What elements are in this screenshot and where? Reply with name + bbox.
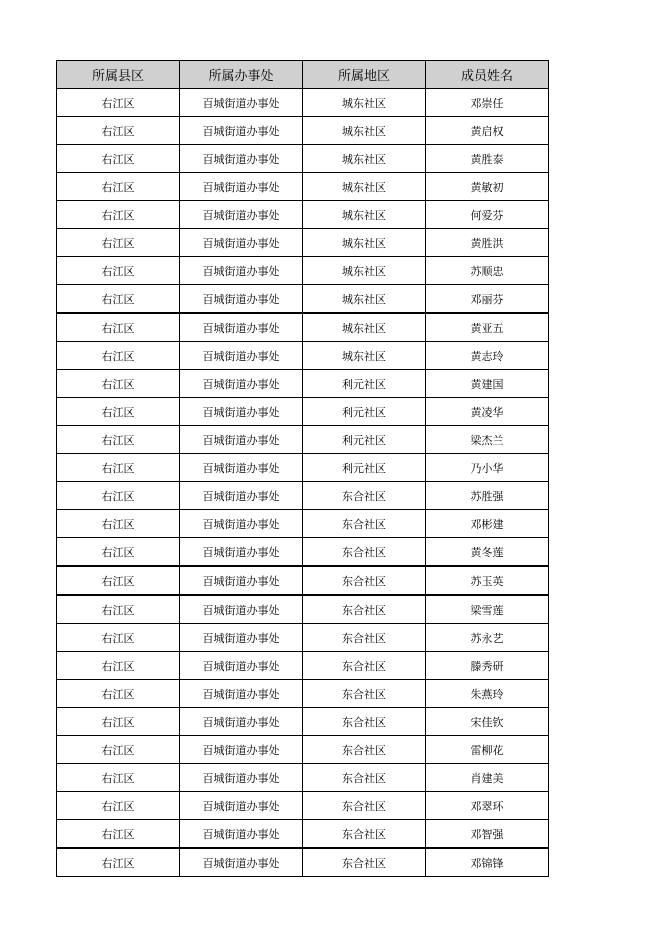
cell-area: 东合社区 (303, 708, 426, 736)
table-row (57, 482, 549, 510)
cell-area: 东合社区 (303, 680, 426, 708)
cell-office: 百城街道办事处 (180, 820, 303, 849)
cell-county: 右江区 (57, 764, 180, 792)
cell-area: 城东社区 (303, 342, 426, 370)
cell-office: 百城街道办事处 (180, 708, 303, 736)
cell-office: 百城街道办事处 (180, 398, 303, 426)
cell-member-name: 朱燕玲 (426, 680, 549, 708)
cell-office: 百城街道办事处 (180, 145, 303, 173)
cell-member-name: 乃小华 (426, 454, 549, 482)
cell-county: 右江区 (57, 624, 180, 652)
cell-office: 百城街道办事处 (180, 566, 303, 595)
cell-county: 右江区 (57, 370, 180, 398)
cell-area: 东合社区 (303, 652, 426, 680)
cell-office: 百城街道办事处 (180, 792, 303, 820)
table-row (57, 145, 549, 173)
cell-area: 东合社区 (303, 792, 426, 820)
cell-county: 右江区 (57, 820, 180, 849)
cell-office: 百城街道办事处 (180, 117, 303, 145)
cell-member-name: 黄胜洪 (426, 229, 549, 257)
cell-county: 右江区 (57, 566, 180, 595)
cell-member-name: 苏永艺 (426, 624, 549, 652)
cell-office: 百城街道办事处 (180, 89, 303, 117)
cell-member-name: 邓彬建 (426, 510, 549, 538)
cell-county: 右江区 (57, 736, 180, 764)
header-county: 所属县区 (57, 61, 180, 89)
cell-member-name: 梁杰兰 (426, 426, 549, 454)
cell-county: 右江区 (57, 398, 180, 426)
table-row (57, 820, 549, 849)
cell-area: 东合社区 (303, 538, 426, 567)
cell-county: 右江区 (57, 201, 180, 229)
cell-area: 东合社区 (303, 510, 426, 538)
cell-member-name: 邓崇任 (426, 89, 549, 117)
cell-office: 百城街道办事处 (180, 652, 303, 680)
cell-county: 右江区 (57, 342, 180, 370)
cell-member-name: 滕秀研 (426, 652, 549, 680)
cell-county: 右江区 (57, 680, 180, 708)
cell-county: 右江区 (57, 454, 180, 482)
cell-county: 右江区 (57, 538, 180, 567)
table-row (57, 792, 549, 820)
cell-county: 右江区 (57, 426, 180, 454)
cell-area: 城东社区 (303, 285, 426, 314)
cell-county: 右江区 (57, 285, 180, 314)
cell-area: 东合社区 (303, 595, 426, 624)
cell-member-name: 何爱芬 (426, 201, 549, 229)
table-row (57, 313, 549, 342)
cell-area: 利元社区 (303, 370, 426, 398)
cell-office: 百城街道办事处 (180, 624, 303, 652)
cell-county: 右江区 (57, 229, 180, 257)
cell-county: 右江区 (57, 117, 180, 145)
cell-county: 右江区 (57, 652, 180, 680)
cell-member-name: 苏玉英 (426, 566, 549, 595)
header-office: 所属办事处 (180, 61, 303, 89)
table-row (57, 426, 549, 454)
cell-office: 百城街道办事处 (180, 229, 303, 257)
table-row (57, 117, 549, 145)
cell-office: 百城街道办事处 (180, 342, 303, 370)
table-row (57, 398, 549, 426)
table-row (57, 680, 549, 708)
table-row (57, 764, 549, 792)
cell-area: 城东社区 (303, 173, 426, 201)
cell-member-name: 黄敏初 (426, 173, 549, 201)
cell-member-name: 黄凌华 (426, 398, 549, 426)
cell-area: 利元社区 (303, 398, 426, 426)
table-row (57, 342, 549, 370)
cell-member-name: 梁雪莲 (426, 595, 549, 624)
cell-county: 右江区 (57, 145, 180, 173)
cell-office: 百城街道办事处 (180, 201, 303, 229)
table-row (57, 370, 549, 398)
cell-area: 城东社区 (303, 201, 426, 229)
cell-area: 城东社区 (303, 89, 426, 117)
table-body (57, 89, 549, 877)
cell-county: 右江区 (57, 257, 180, 285)
spreadsheet-table (56, 60, 549, 877)
cell-county: 右江区 (57, 708, 180, 736)
cell-member-name: 黄亚五 (426, 313, 549, 342)
table-row (57, 257, 549, 285)
table-row (57, 229, 549, 257)
cell-area: 东合社区 (303, 482, 426, 510)
cell-county: 右江区 (57, 595, 180, 624)
cell-office: 百城街道办事处 (180, 510, 303, 538)
cell-office: 百城街道办事处 (180, 257, 303, 285)
cell-member-name: 苏顺忠 (426, 257, 549, 285)
cell-area: 利元社区 (303, 454, 426, 482)
cell-member-name: 宋佳钦 (426, 708, 549, 736)
cell-county: 右江区 (57, 89, 180, 117)
cell-office: 百城街道办事处 (180, 454, 303, 482)
cell-office: 百城街道办事处 (180, 848, 303, 877)
cell-office: 百城街道办事处 (180, 538, 303, 567)
cell-area: 东合社区 (303, 820, 426, 849)
table-row (57, 173, 549, 201)
table-row (57, 538, 549, 567)
cell-area: 城东社区 (303, 117, 426, 145)
cell-member-name: 苏胜强 (426, 482, 549, 510)
cell-area: 东合社区 (303, 566, 426, 595)
cell-county: 右江区 (57, 510, 180, 538)
table-row (57, 736, 549, 764)
cell-area: 东合社区 (303, 848, 426, 877)
cell-county: 右江区 (57, 173, 180, 201)
cell-area: 利元社区 (303, 426, 426, 454)
cell-office: 百城街道办事处 (180, 173, 303, 201)
header-member-name: 成员姓名 (426, 61, 549, 89)
table-row (57, 848, 549, 877)
table-row (57, 454, 549, 482)
cell-member-name: 肖建美 (426, 764, 549, 792)
table-row (57, 708, 549, 736)
cell-member-name: 黄胜泰 (426, 145, 549, 173)
cell-area: 城东社区 (303, 313, 426, 342)
cell-member-name: 黄启权 (426, 117, 549, 145)
cell-member-name: 邓翠环 (426, 792, 549, 820)
cell-office: 百城街道办事处 (180, 285, 303, 314)
cell-member-name: 雷柳花 (426, 736, 549, 764)
cell-member-name: 黄志玲 (426, 342, 549, 370)
table-row (57, 510, 549, 538)
cell-area: 东合社区 (303, 764, 426, 792)
cell-member-name: 邓丽芬 (426, 285, 549, 314)
cell-county: 右江区 (57, 313, 180, 342)
table-row (57, 624, 549, 652)
cell-office: 百城街道办事处 (180, 680, 303, 708)
cell-area: 城东社区 (303, 229, 426, 257)
cell-county: 右江区 (57, 792, 180, 820)
cell-member-name: 邓智强 (426, 820, 549, 849)
cell-office: 百城街道办事处 (180, 764, 303, 792)
cell-office: 百城街道办事处 (180, 595, 303, 624)
cell-member-name: 黄建国 (426, 370, 549, 398)
table-row (57, 285, 549, 314)
table-row (57, 201, 549, 229)
cell-office: 百城街道办事处 (180, 426, 303, 454)
cell-county: 右江区 (57, 848, 180, 877)
cell-office: 百城街道办事处 (180, 370, 303, 398)
cell-area: 东合社区 (303, 624, 426, 652)
cell-member-name: 黄冬莲 (426, 538, 549, 567)
header-area: 所属地区 (303, 61, 426, 89)
cell-area: 东合社区 (303, 736, 426, 764)
table-row (57, 566, 549, 595)
cell-member-name: 邓锦锋 (426, 848, 549, 877)
table-row (57, 89, 549, 117)
cell-office: 百城街道办事处 (180, 736, 303, 764)
cell-area: 城东社区 (303, 257, 426, 285)
cell-office: 百城街道办事处 (180, 482, 303, 510)
cell-area: 城东社区 (303, 145, 426, 173)
table-row (57, 595, 549, 624)
cell-county: 右江区 (57, 482, 180, 510)
table-row (57, 652, 549, 680)
cell-office: 百城街道办事处 (180, 313, 303, 342)
header-row (57, 61, 549, 89)
